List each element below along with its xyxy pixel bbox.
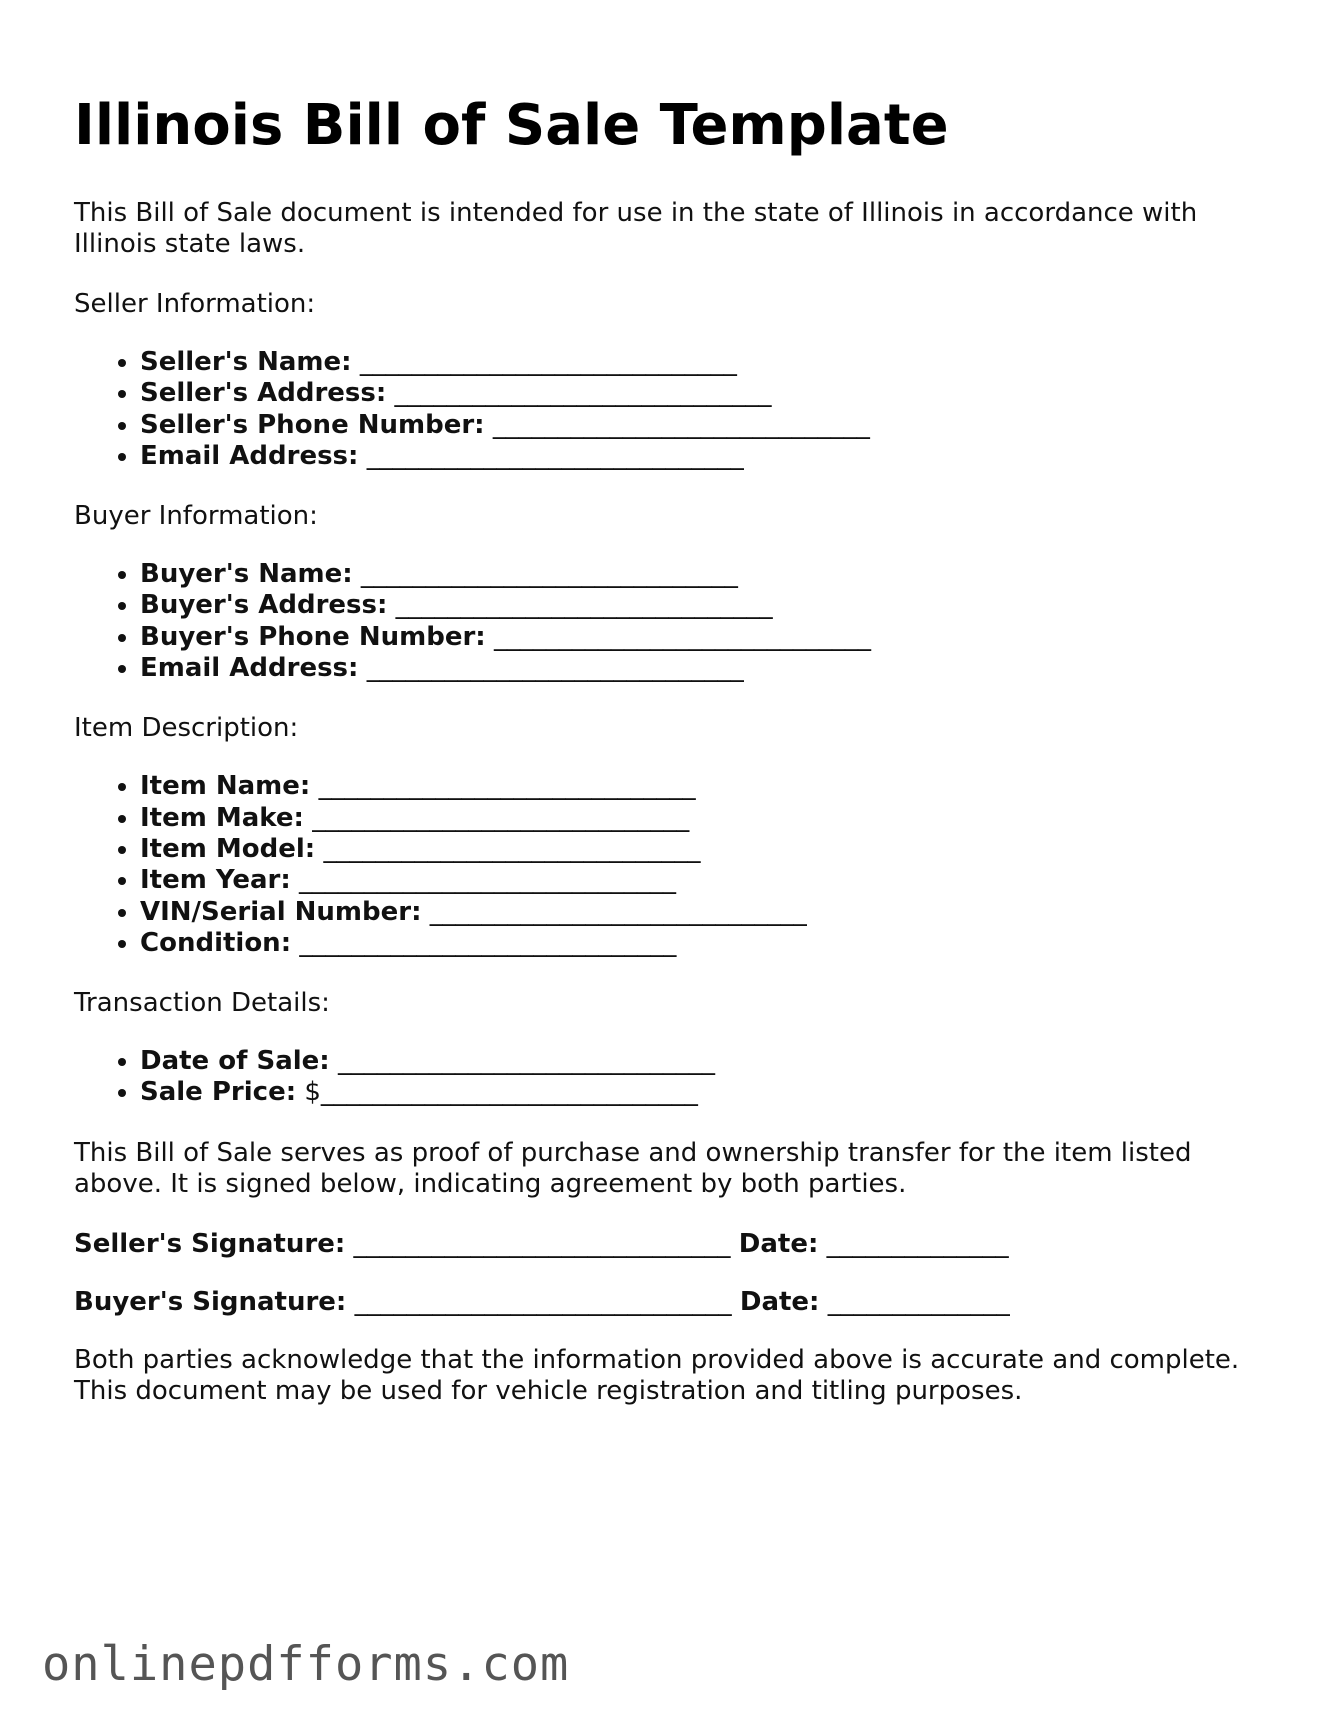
fill-in-line[interactable]: _____________________________ — [360, 559, 738, 590]
closing-paragraph: This Bill of Sale serves as proof of purchase and ownership transfer for the item listed above. It is signed below, indicating agreement by both parties. — [74, 1137, 1192, 1199]
list-item — [140, 771, 1274, 802]
fill-in-line[interactable]: _____________________________ — [320, 1077, 698, 1108]
fill-in-line[interactable]: _____________________________ — [337, 1046, 715, 1077]
field-label: Item Name: — [140, 771, 311, 802]
buyer-signature-label: Buyer's Signature: — [74, 1286, 347, 1317]
document-page — [74, 88, 1274, 1407]
page-title: Illinois Bill of Sale Template — [74, 93, 949, 158]
field-label: Buyer's Phone Number: — [140, 621, 486, 652]
fill-in-line[interactable]: _____________________________ — [394, 378, 772, 409]
field-label: Buyer's Address: — [140, 590, 388, 621]
list-item — [140, 897, 1274, 928]
field-label: Date of Sale: — [140, 1046, 330, 1077]
transaction-section-heading: Transaction Details: — [74, 988, 330, 1019]
transaction-fields-list — [74, 1046, 1274, 1109]
date-line[interactable]: ______________ — [826, 1228, 1009, 1259]
acknowledgement-paragraph: Both parties acknowledge that the information provided above is accurate and complete. This document may be used for vehicle registration and titling purposes. — [74, 1344, 1240, 1406]
list-item — [140, 1077, 1274, 1108]
field-label: Condition: — [140, 927, 292, 958]
list-item — [140, 590, 1274, 621]
date-label: Date: — [739, 1286, 820, 1317]
fill-in-line[interactable]: _____________________________ — [312, 802, 690, 833]
field-label: Item Make: — [140, 802, 304, 833]
site-watermark: onlinepdfforms.com — [42, 1637, 570, 1692]
fill-in-line[interactable]: _____________________________ — [299, 927, 677, 958]
item-fields-list — [74, 771, 1274, 959]
list-item — [140, 803, 1274, 834]
fill-in-line[interactable]: _____________________________ — [323, 833, 701, 864]
field-label: Seller's Name: — [140, 347, 352, 377]
fill-in-line[interactable]: _____________________________ — [318, 771, 696, 802]
intro-paragraph: This Bill of Sale document is intended for use in the state of Illinois in accordance with Illinois state laws. — [74, 198, 1198, 259]
seller-signature-row — [74, 1229, 1274, 1260]
list-item — [140, 559, 1274, 590]
field-label: Seller's Address: — [140, 378, 387, 409]
list-item — [140, 410, 1274, 441]
seller-section-heading: Seller Information: — [74, 289, 316, 319]
field-label: Sale Price: — [140, 1077, 297, 1108]
seller-fields-list — [74, 347, 1274, 472]
item-section-heading: Item Description: — [74, 713, 299, 744]
field-label: Seller's Phone Number: — [140, 409, 485, 440]
list-item — [140, 834, 1274, 865]
buyer-section-heading: Buyer Information: — [74, 501, 318, 532]
list-item — [140, 865, 1274, 896]
buyer-signature-row — [74, 1287, 1274, 1318]
signature-line[interactable]: _____________________________ — [353, 1228, 731, 1259]
fill-in-line[interactable]: _____________________________ — [395, 590, 773, 621]
currency-symbol: $ — [304, 1077, 321, 1108]
field-label: Buyer's Name: — [140, 559, 353, 590]
fill-in-line[interactable]: _____________________________ — [366, 653, 744, 684]
signature-line[interactable]: _____________________________ — [354, 1286, 732, 1317]
buyer-fields-list — [74, 559, 1274, 684]
list-item — [140, 928, 1274, 959]
list-item — [140, 1046, 1274, 1077]
field-label: Email Address: — [140, 440, 359, 471]
fill-in-line[interactable]: _____________________________ — [492, 409, 870, 440]
seller-signature-label: Seller's Signature: — [74, 1228, 346, 1259]
fill-in-line[interactable]: _____________________________ — [366, 440, 744, 471]
fill-in-line[interactable]: _____________________________ — [359, 347, 737, 377]
field-label: Email Address: — [140, 653, 359, 684]
field-label: Item Year: — [140, 865, 291, 896]
fill-in-line[interactable]: _____________________________ — [493, 621, 871, 652]
field-label: VIN/Serial Number: — [140, 896, 422, 927]
fill-in-line[interactable]: _____________________________ — [429, 896, 807, 927]
list-item — [140, 622, 1274, 653]
fill-in-line[interactable]: _____________________________ — [298, 865, 676, 896]
list-item — [140, 378, 1274, 409]
field-label: Item Model: — [140, 833, 316, 864]
list-item — [140, 441, 1274, 472]
date-label: Date: — [738, 1228, 819, 1259]
date-line[interactable]: ______________ — [827, 1286, 1010, 1317]
list-item — [140, 347, 1274, 378]
list-item — [140, 653, 1274, 684]
